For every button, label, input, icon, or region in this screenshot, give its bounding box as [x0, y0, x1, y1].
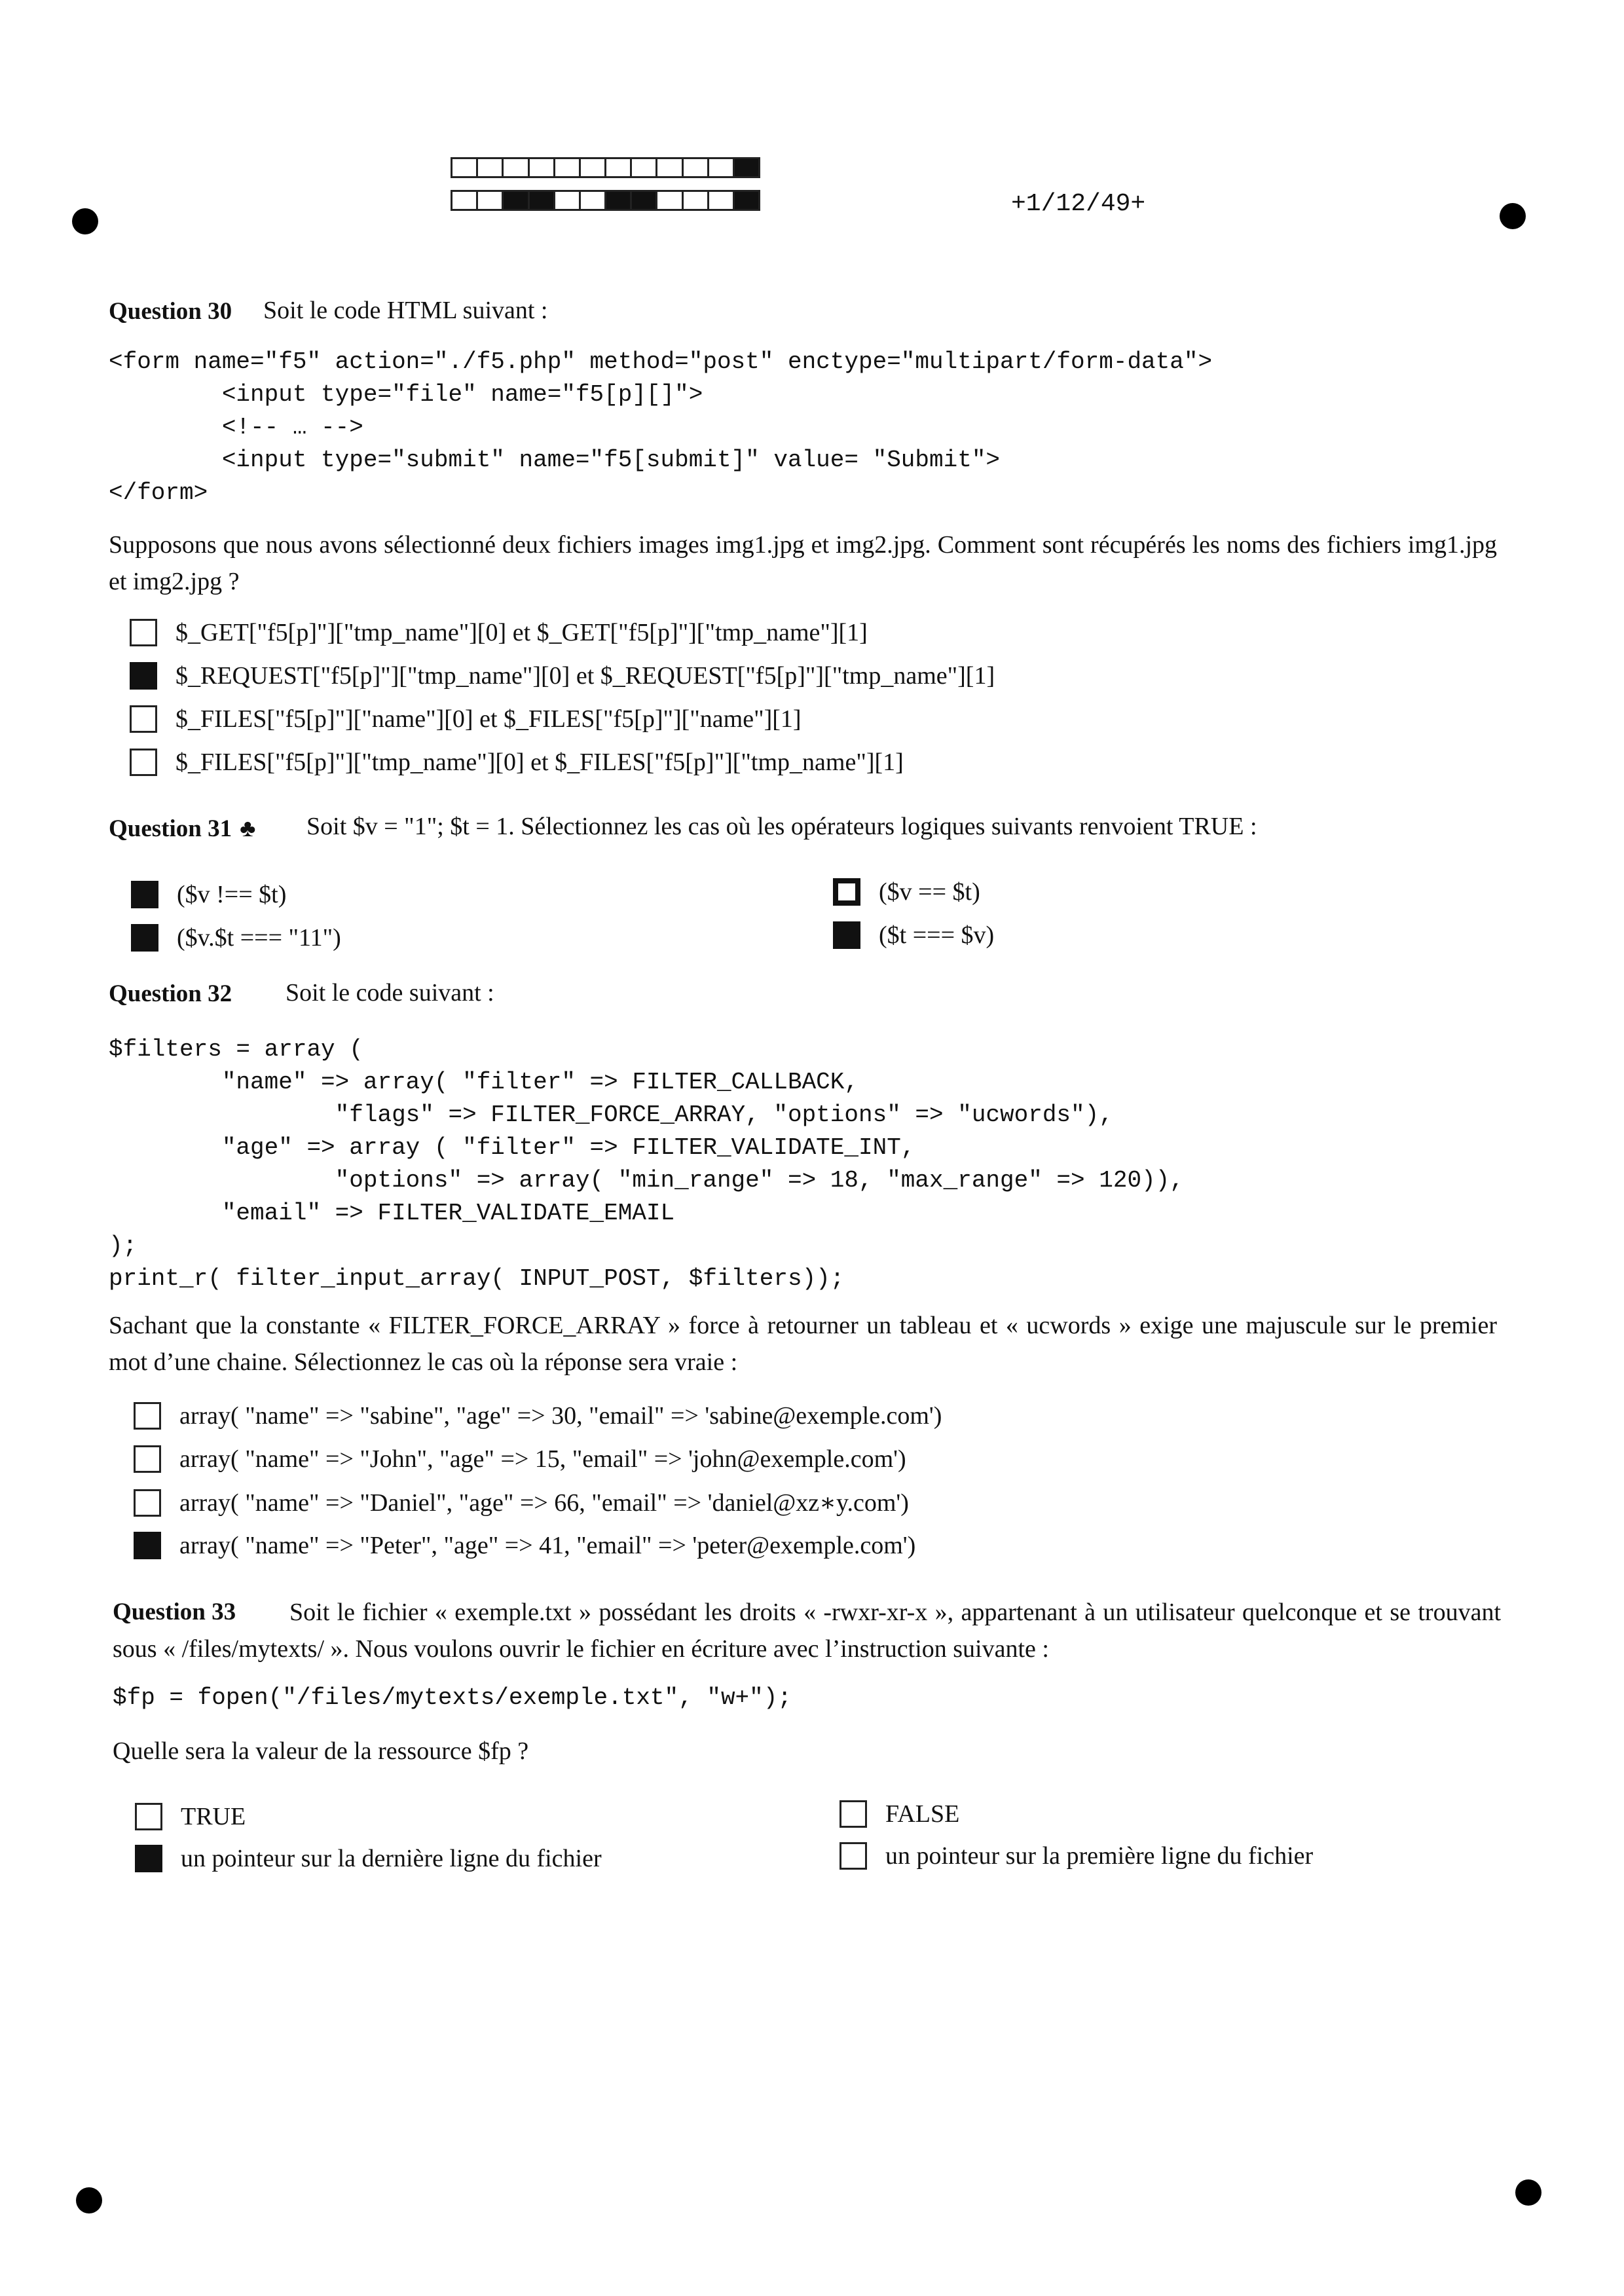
barcode-cell	[528, 157, 555, 178]
barcode-cell	[733, 157, 760, 178]
barcode-cell	[476, 157, 504, 178]
q30-option-3-label: $_FILES["f5[p]"]["name"][0] et $_FILES["f5[p]"]["name"][1]	[175, 705, 802, 733]
barcode-cell	[451, 190, 478, 211]
q32-option-4-checkbox[interactable]	[134, 1532, 161, 1559]
q30-option-3-checkbox[interactable]	[130, 705, 157, 733]
barcode-cell	[707, 157, 735, 178]
q31-option-4-checkbox[interactable]	[833, 921, 860, 949]
barcode-bottom-row	[451, 190, 758, 211]
q32-option-4-label: array( "name" => "Peter", "age" => 41, "email" => 'peter@exemple.com')	[179, 1532, 916, 1559]
q31-option-1-label: ($v !== $t)	[177, 881, 287, 908]
corner-mark-top-left	[72, 208, 98, 234]
q30-code-block: <form name="f5" action="./f5.php" method="post" enctype="multipart/form-data"> <input type="file" name="f5[p][]"> <!-- … --> <input type="submit" name="f5[submit]" value= "Submit"> </form>	[109, 348, 1213, 506]
corner-mark-top-right	[1500, 203, 1526, 229]
q33-option-true[interactable]	[135, 1802, 246, 1831]
q30-option-1[interactable]	[130, 618, 868, 647]
q32-option-4[interactable]	[134, 1531, 915, 1560]
q33-option-last-line-label: un pointeur sur la dernière ligne du fichier	[181, 1845, 602, 1872]
q33-option-true-label: TRUE	[181, 1803, 246, 1830]
q33-option-first-line-checkbox[interactable]	[840, 1842, 867, 1870]
q33-option-first-line-label: un pointeur sur la première ligne du fichier	[885, 1842, 1314, 1870]
q31-option-4[interactable]	[833, 921, 994, 950]
barcode-cell	[682, 190, 709, 211]
barcode-cell	[707, 190, 735, 211]
q31-title-text: Question 31	[109, 815, 232, 842]
q30-question-text: Supposons que nous avons sélectionné deux fichiers images img1.jpg et img2.jpg. Comment sont récupérés les noms des fichiers img1.jpg et img2.jpg ?	[109, 531, 1497, 595]
barcode-cell	[604, 157, 632, 178]
q32-option-3-label: array( "name" => "Daniel", "age" => 66, "email" => 'daniel@xz∗y.com')	[179, 1489, 909, 1517]
barcode-cell	[630, 157, 657, 178]
q33-title: Question 33	[113, 1599, 236, 1625]
q30-option-1-checkbox[interactable]	[130, 619, 157, 646]
q31-option-1-checkbox[interactable]	[131, 881, 158, 908]
q32-option-1-checkbox[interactable]	[134, 1402, 161, 1430]
q30-option-4-label: $_FILES["f5[p]"]["tmp_name"][0] et $_FILES["f5[p]"]["tmp_name"][1]	[175, 749, 904, 776]
q32-option-2-checkbox[interactable]	[134, 1445, 161, 1473]
q32-option-3-checkbox[interactable]	[134, 1489, 161, 1517]
q31-title	[109, 815, 255, 843]
q30-option-2-checkbox[interactable]	[130, 662, 157, 690]
barcode-cell	[502, 190, 529, 211]
barcode-cell	[528, 190, 555, 211]
q33-option-false[interactable]	[840, 1800, 959, 1828]
q31-option-2[interactable]	[833, 878, 980, 906]
q33-option-false-checkbox[interactable]	[840, 1800, 867, 1828]
q32-title: Question 32	[109, 980, 232, 1007]
barcode-cell	[630, 190, 657, 211]
q33-option-last-line-checkbox[interactable]	[135, 1845, 162, 1872]
q32-option-1-label: array( "name" => "sabine", "age" => 30, "email" => 'sabine@exemple.com')	[179, 1402, 942, 1430]
corner-mark-bottom-left	[76, 2187, 102, 2213]
q32-code-block: $filters = array ( "name" => array( "filter" => FILTER_CALLBACK, "flags" => FILTER_FORCE_ARRAY, "options" => "ucwords"), "age" => array ( "filter" => FILTER_VALIDATE_INT, "options" => array( "min_range" => 18, "max_range" => 120)), "email" => FILTER_VALIDATE_EMAIL ); print_r( filter_input_array( INPUT_POST, $filters));	[109, 1036, 1184, 1292]
q31-option-3[interactable]	[131, 923, 341, 952]
q32-intro: Soit le code suivant :	[286, 979, 494, 1007]
q31-option-3-checkbox[interactable]	[131, 924, 158, 952]
q31-option-2-checkbox[interactable]	[833, 878, 860, 906]
barcode-top-row	[451, 157, 758, 178]
q32-question-text: Sachant que la constante « FILTER_FORCE_ARRAY » force à retourner un tableau et « ucwords » exige une majuscule sur le premier mot d’une chaine. Sélectionnez le cas où la réponse sera vraie :	[109, 1312, 1497, 1376]
q30-option-2[interactable]	[130, 661, 995, 690]
barcode-cell	[451, 157, 478, 178]
barcode-cell	[502, 157, 529, 178]
barcode-cell	[733, 190, 760, 211]
q33-option-false-label: FALSE	[885, 1800, 960, 1828]
q33-option-last-line[interactable]	[135, 1844, 602, 1873]
q32-option-3[interactable]	[134, 1488, 909, 1517]
q31-option-3-label: ($v.$t === "11")	[177, 924, 341, 952]
q31-option-2-label: ($v == $t)	[879, 878, 980, 906]
barcode-cell	[553, 157, 581, 178]
club-icon: ♣	[240, 815, 256, 842]
q33-code-line: $fp = fopen("/files/mytexts/exemple.txt", "w+");	[113, 1684, 792, 1711]
corner-mark-bottom-right	[1515, 2179, 1541, 2206]
q33-question-text: Quelle sera la valeur de la ressource $fp ?	[113, 1737, 529, 1765]
barcode-cell	[655, 157, 683, 178]
q30-intro: Soit le code HTML suivant :	[263, 297, 548, 324]
page-id: +1/12/49+	[1011, 190, 1146, 218]
barcode-cell	[579, 190, 606, 211]
barcode-cell	[604, 190, 632, 211]
barcode-cell	[553, 190, 581, 211]
q33-option-true-checkbox[interactable]	[135, 1803, 162, 1830]
barcode-cell	[655, 190, 683, 211]
q30-option-3[interactable]	[130, 705, 802, 733]
barcode-cell	[579, 157, 606, 178]
barcode-cell	[476, 190, 504, 211]
q33-intro: Soit le fichier « exemple.txt » possédant les droits « -rwxr-xr-x », appartenant à un utilisateur quelconque et se trouvant sous « /files/mytexts/ ». Nous voulons ouvrir le fichier en écriture avec l’instruction suivante :	[113, 1599, 1501, 1663]
q30-title: Question 30	[109, 298, 232, 325]
q33-option-first-line[interactable]	[840, 1842, 1313, 1870]
q30-option-4[interactable]	[130, 748, 904, 777]
q32-option-2-label: array( "name" => "John", "age" => 15, "email" => 'john@exemple.com')	[179, 1445, 906, 1473]
q30-option-4-checkbox[interactable]	[130, 749, 157, 776]
q32-option-1[interactable]	[134, 1401, 942, 1430]
barcode-cell	[682, 157, 709, 178]
q32-option-2[interactable]	[134, 1445, 906, 1473]
q31-intro: Soit $v = "1"; $t = 1. Sélectionnez les cas où les opérateurs logiques suivants renvoient TRUE :	[306, 813, 1257, 840]
q30-option-1-label: $_GET["f5[p]"]["tmp_name"][0] et $_GET["f5[p]"]["tmp_name"][1]	[175, 619, 868, 646]
q31-option-4-label: ($t === $v)	[879, 921, 995, 949]
q30-option-2-label: $_REQUEST["f5[p]"]["tmp_name"][0] et $_REQUEST["f5[p]"]["tmp_name"][1]	[175, 662, 995, 690]
q31-option-1[interactable]	[131, 880, 286, 909]
